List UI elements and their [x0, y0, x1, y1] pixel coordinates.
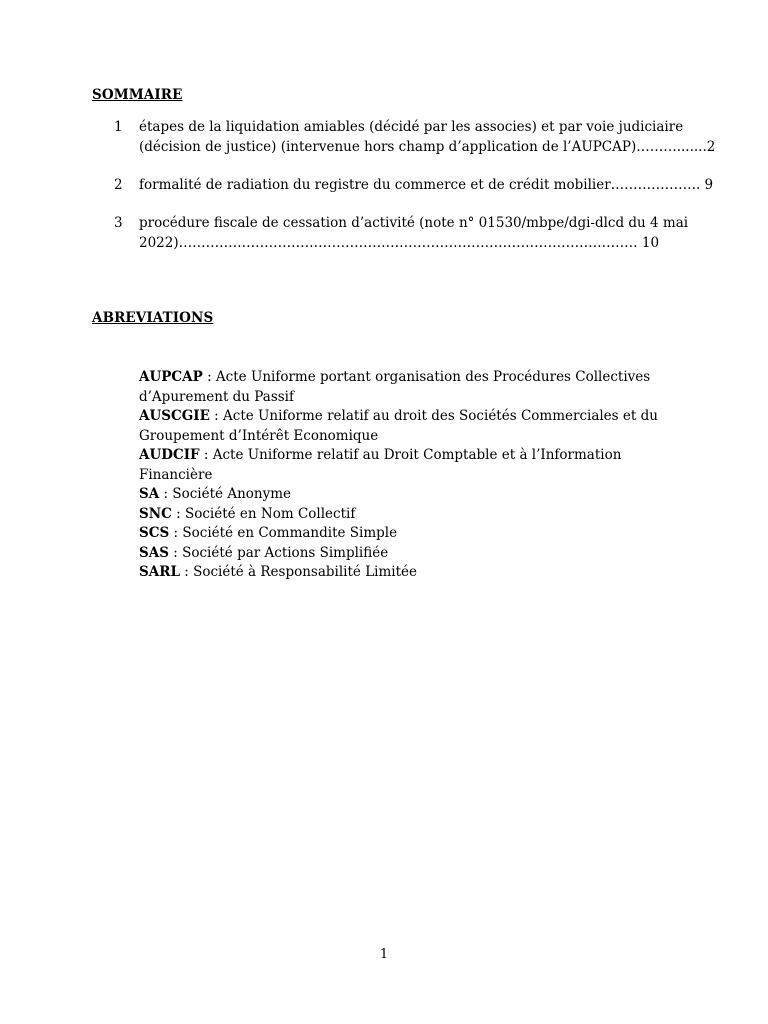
- toc-item-text-line-2: (décision de justice) (intervenue hors champ d’application de l’AUPCAP)……….......2: [139, 139, 716, 155]
- abbreviation-term: SAS: [139, 544, 169, 561]
- abreviations-list: [139, 368, 669, 583]
- abbreviation-separator: :: [202, 369, 216, 385]
- toc-item-number: 1: [114, 119, 123, 135]
- abbreviation-definition: Acte Uniforme relatif au Droit Comptable et à l’Information Financière: [139, 447, 622, 483]
- abbreviation-definition: Société à Responsabilité Limitée: [193, 564, 417, 580]
- abbreviation-term: AUDCIF: [139, 447, 200, 463]
- abbreviation-separator: :: [179, 564, 194, 580]
- abbreviation-term: SNC: [139, 505, 172, 522]
- toc-item-number: 3: [114, 215, 123, 231]
- abbreviation-entry-audcif: [139, 446, 669, 485]
- abbreviation-entry-aupcap: [139, 368, 669, 407]
- abbreviation-definition: Société par Actions Simplifiée: [182, 544, 389, 561]
- abbreviation-separator: :: [199, 447, 213, 463]
- abbreviation-separator: :: [169, 525, 183, 541]
- toc-item-text-line-1: formalité de radiation du registre du commerce et de crédit mobilier……………….. 9: [139, 177, 714, 193]
- toc-item-text-line-2: 2022)………………………………………………………………………………………… 10: [139, 235, 660, 251]
- abreviations-heading: ABREVIATIONS: [92, 310, 214, 326]
- abbreviation-definition: Société Anonyme: [172, 486, 292, 502]
- abbreviation-term: AUPCAP: [139, 369, 203, 385]
- abbreviation-term: SA: [139, 486, 160, 502]
- abbreviation-definition: Société en Nom Collectif: [184, 505, 356, 522]
- toc-item-text-line-1: procédure fiscale de cessation d’activité (note n° 01530/mbpe/dgi-dlcd du 4 mai: [139, 215, 689, 231]
- abbreviation-separator: :: [168, 544, 183, 561]
- abbreviation-definition: Acte Uniforme portant organisation des Procédures Collectives d’Apurement du Passif: [139, 369, 651, 405]
- abbreviation-separator: :: [171, 505, 185, 522]
- abbreviation-term: SARL: [139, 564, 180, 580]
- toc-item-number: 2: [114, 177, 123, 193]
- abbreviation-definition: Société en Commandite Simple: [182, 525, 398, 541]
- abbreviation-entry-auscgie: [139, 407, 669, 446]
- toc-item-text-line-1: étapes de la liquidation amiables (décidé par les associes) et par voie judiciaire: [139, 119, 684, 135]
- abbreviation-definition: Acte Uniforme relatif au droit des Sociétés Commerciales et du Groupement d’Intérêt Economique: [139, 408, 658, 444]
- abbreviation-entry-sas: [139, 544, 669, 564]
- abbreviation-term: AUSCGIE: [139, 408, 210, 424]
- abbreviation-entry-snc: [139, 505, 669, 525]
- abbreviation-term: SCS: [139, 525, 170, 541]
- abbreviation-separator: :: [209, 408, 224, 424]
- abbreviation-entry-sarl: [139, 563, 669, 583]
- abbreviation-entry-scs: [139, 524, 669, 544]
- sommaire-heading: SOMMAIRE: [92, 87, 183, 103]
- abbreviation-entry-sa: [139, 485, 669, 505]
- abbreviation-separator: :: [159, 486, 173, 502]
- page-number: 1: [379, 947, 389, 962]
